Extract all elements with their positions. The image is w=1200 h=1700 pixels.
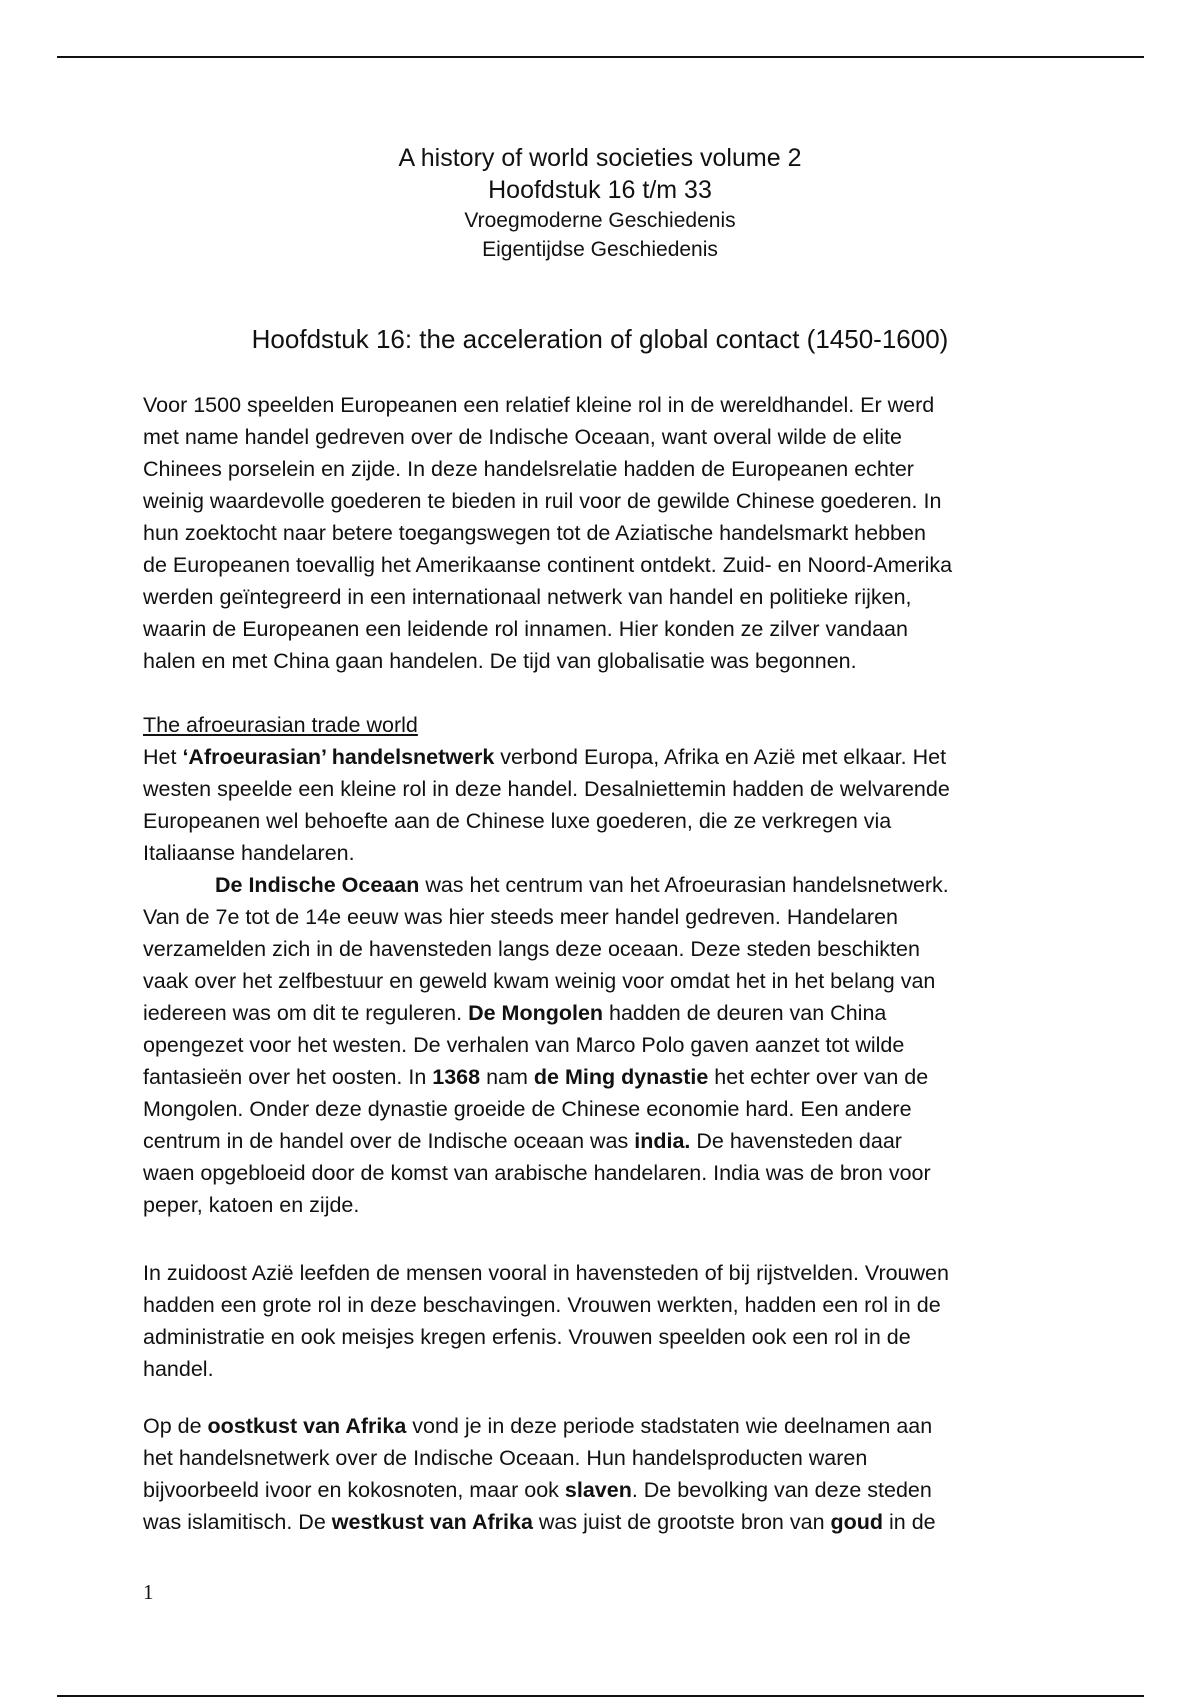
text-line: Chinees porselein en zijde. In deze handelsrelatie hadden de Europeanen echter xyxy=(143,457,914,481)
bold-term: westkust van Afrika xyxy=(331,1510,533,1534)
course-name-2: Eigentijdse Geschiedenis xyxy=(482,238,718,261)
text-line: waen opgebloeid door de komst van arabische handelaren. India was de bron voor xyxy=(143,1161,931,1185)
text-line: bijvoorbeeld ivoor en kokosnoten, maar ook slaven. De bevolking van deze steden xyxy=(143,1478,932,1502)
text-line: hadden een grote rol in deze beschavingen. Vrouwen werkten, hadden een rol in de xyxy=(143,1293,941,1317)
text-line: was islamitisch. De westkust van Afrika was juist de grootste bron van goud in de xyxy=(143,1510,936,1534)
text-line: vaak over het zelfbestuur en geweld kwam weinig voor omdat het in het belang van xyxy=(143,969,936,993)
intro-paragraph xyxy=(143,389,1073,677)
top-rule xyxy=(57,56,1144,58)
bold-term: De Indische Oceaan xyxy=(215,873,420,897)
chapter-range: Hoofdstuk 16 t/m 33 xyxy=(488,176,712,204)
text-line: waarin de Europeanen een leidende rol innamen. Hier konden ze zilver vandaan xyxy=(143,617,908,641)
text-line: Van de 7e tot de 14e eeuw was hier steeds meer handel gedreven. Handelaren xyxy=(143,905,898,929)
text-line: Op de oostkust van Afrika vond je in deze periode stadstaten wie deelnamen aan xyxy=(143,1414,933,1438)
bold-term: ‘Afroeurasian’ handelsnetwerk xyxy=(182,745,495,769)
text-line: Europeanen wel behoefte aan de Chinese luxe goederen, die ze verkregen via xyxy=(143,809,892,833)
text-line: centrum in de handel over de Indische oceaan was india. De havensteden daar xyxy=(143,1129,902,1153)
southeast-asia-paragraph xyxy=(143,1257,1073,1385)
text-line: met name handel gedreven over de Indische Oceaan, want overal wilde de elite xyxy=(143,425,902,449)
bold-term: 1368 xyxy=(432,1065,481,1089)
document-header xyxy=(0,143,1200,264)
text-line: hun zoektocht naar betere toegangswegen tot de Aziatische handelsmarkt hebben xyxy=(143,521,926,545)
page-number: 1 xyxy=(143,1580,154,1604)
text-line: verzamelden zich in de havensteden langs deze oceaan. Deze steden beschikten xyxy=(143,937,920,961)
text-line: opengezet voor het westen. De verhalen van Marco Polo gaven aanzet tot wilde xyxy=(143,1033,905,1057)
text-line: weinig waardevolle goederen te bieden in ruil voor de gewilde Chinese goederen. In xyxy=(143,489,942,513)
document-title: A history of world societies volume 2 xyxy=(398,144,802,172)
text-line: Het ‘Afroeurasian’ handelsnetwerk verbond Europa, Afrika en Azië met elkaar. Het xyxy=(143,745,947,769)
text-line: fantasieën over het oosten. In 1368 nam de Ming dynastie het echter over van de xyxy=(143,1065,929,1089)
text-line: iedereen was om dit te reguleren. De Mongolen hadden de deuren van China xyxy=(143,1001,887,1025)
text-line: Italiaanse handelaren. xyxy=(143,841,355,865)
course-name-1: Vroegmoderne Geschiedenis xyxy=(464,209,736,232)
text-line: westen speelde een kleine rol in deze handel. Desalniettemin hadden de welvarende xyxy=(143,777,950,801)
text-line: peper, katoen en zijde. xyxy=(143,1193,360,1217)
text-line: halen en met China gaan handelen. De tijd van globalisatie was begonnen. xyxy=(143,649,857,673)
africa-paragraph xyxy=(143,1410,1073,1538)
text-line: werden geïntegreerd in een internationaal netwerk van handel en politieke rijken, xyxy=(143,585,912,609)
bold-term: goud xyxy=(830,1510,884,1534)
bold-term: india. xyxy=(634,1129,691,1153)
bold-term: De Mongolen xyxy=(468,1001,604,1025)
bottom-rule xyxy=(57,1695,1144,1697)
text-line: In zuidoost Azië leefden de mensen vooral in havensteden of bij rijstvelden. Vrouwen xyxy=(143,1261,949,1285)
text-line: Mongolen. Onder deze dynastie groeide de Chinese economie hard. Een andere xyxy=(143,1097,912,1121)
text-line: De Indische Oceaan was het centrum van het Afroeurasian handelsnetwerk. xyxy=(215,873,949,897)
bold-term: oostkust van Afrika xyxy=(207,1414,407,1438)
chapter-title: Hoofdstuk 16: the acceleration of global contact (1450-1600) xyxy=(251,324,949,354)
section-heading: The afroeurasian trade world xyxy=(143,713,418,737)
text-line: handel. xyxy=(143,1357,214,1381)
bold-term: de Ming dynastie xyxy=(533,1065,709,1089)
bold-term: slaven xyxy=(564,1478,632,1502)
trade-world-section xyxy=(143,709,1073,1221)
text-line: het handelsnetwerk over de Indische Oceaan. Hun handelsproducten waren xyxy=(143,1446,868,1470)
text-line: Voor 1500 speelden Europeanen een relatief kleine rol in de wereldhandel. Er werd xyxy=(143,393,935,417)
text-line: administratie en ook meisjes kregen erfenis. Vrouwen speelden ook een rol in de xyxy=(143,1325,911,1349)
text-line: de Europeanen toevallig het Amerikaanse continent ontdekt. Zuid- en Noord-Amerika xyxy=(143,553,953,577)
